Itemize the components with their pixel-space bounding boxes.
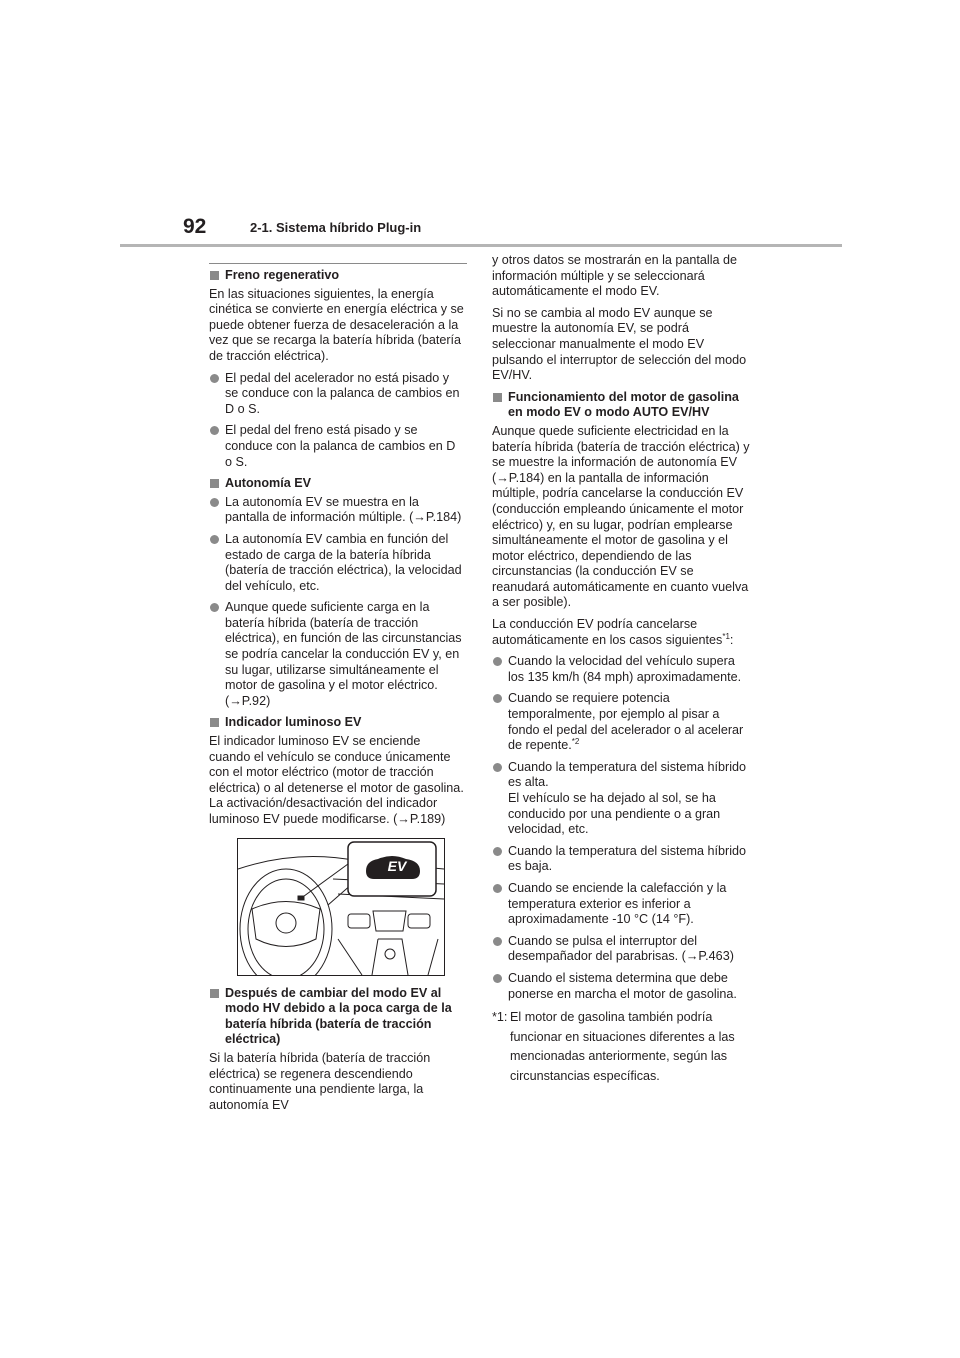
left-column: [209, 263, 465, 1119]
heading-indicador-ev: Indicador luminoso EV: [209, 715, 465, 731]
heading-despues-cambiar: Después de cambiar del modo EV al modo HV debido a la poca carga de la batería híbrida (batería de tracción eléctrica): [209, 986, 465, 1048]
header-rule: [120, 244, 842, 247]
bullet-freno-2: El pedal del freno está pisado y se conduce con la palanca de cambios en D o S.: [209, 423, 465, 470]
section-divider: [209, 263, 467, 264]
bullet-autonomia-1: La autonomía EV se muestra en la pantalla de información múltiple. (→P.184): [209, 495, 465, 526]
bullet-case-7: Cuando el sistema determina que debe ponerse en marcha el motor de gasolina.: [492, 971, 754, 1002]
heading-autonomia-ev: Autonomía EV: [209, 476, 465, 492]
heading-freno-regenerativo: Freno regenerativo: [209, 268, 465, 284]
bullet-freno-1: El pedal del acelerador no está pisado y se conduce con la palanca de cambios en D o S.: [209, 371, 465, 418]
paragraph-manual-ev: Si no se cambia al modo EV aunque se muestre la autonomía EV, se podrá seleccionar manualmente el modo EV pulsando el interruptor de selección del modo EV/HV.: [492, 305, 747, 383]
paragraph-continuation: y otros datos se mostrarán en la pantalla de información múltiple y se seleccionará automáticamente el modo EV.: [492, 253, 738, 299]
bullet-autonomia-3: Aunque quede suficiente carga en la batería híbrida (batería de tracción eléctrica), en función de las circunstancias se podría cancelar la conducción EV y, en su lugar, utilizarse simultáneamente el motor de gasolina y el motor eléctrico. (→P.92): [209, 600, 465, 709]
dashboard-illustration: [237, 838, 445, 976]
footnote-mark: *1:: [492, 1010, 508, 1025]
heading-funcionamiento: Funcionamiento del motor de gasolina en modo EV o modo AUTO EV/HV: [492, 390, 754, 421]
bullet-case-1: Cuando la velocidad del vehículo supera los 135 km/h (84 mph) aproximadamente.: [492, 654, 754, 685]
paragraph-freno: En las situaciones siguientes, la energía cinética se convierte en energía eléctrica y se puede obtener fuerza de desaceleración a la vez que se recarga la batería híbrida (batería de tracción eléctrica).: [209, 286, 464, 363]
bullet-case-3: [492, 760, 754, 838]
bullet-case-2-text: Cuando se requiere potencia temporalmente, por ejemplo al pisar a fondo el pedal del acelerador o al acelerar de repente.: [508, 691, 744, 753]
paragraph-funcionamiento: Aunque quede suficiente electricidad en la batería híbrida (batería de tracción eléctrica) y se muestre la información de autonomía EV (→P.184) en la pantalla de información múltiple, podría cancelarse la conducción EV (conducción empleando únicamente el motor eléctrico) y, en su lugar, podrían emplearse simultáneamente el motor de gasolina y el motor eléctrico, dependiendo de las circunstancias (la conducción EV se reanudará automáticamente en cuanto vuelva a ser posible).: [492, 423, 750, 610]
bullet-case-6: Cuando se pulsa el interruptor del desempañador del parabrisas. (→P.463): [492, 934, 754, 965]
footnote-text: El motor de gasolina también podría funcionar en situaciones diferentes a las mencionadas anteriormente, según las circunstancias específicas.: [510, 1010, 735, 1083]
bullet-case-3-detail: El vehículo se ha dejado al sol, se ha conducido por una pendiente o a gran velocidad, etc.: [508, 791, 721, 837]
ev-indicator-label: EV: [387, 857, 407, 874]
bullet-case-3-text: Cuando la temperatura del sistema híbrido es alta.: [508, 759, 747, 790]
right-column: [492, 253, 754, 1086]
paragraph-cancelacion: [492, 617, 754, 648]
page-number: 92: [183, 215, 207, 238]
footnote-1: [492, 1008, 754, 1086]
section-title: 2-1. Sistema híbrido Plug-in: [250, 220, 422, 235]
paragraph-indicador: El indicador luminoso EV se enciende cuando el vehículo se conduce únicamente con el motor eléctrico (motor de tracción eléctrica) o al detenerse el motor de gasolina. La activación/desactivación del indicador luminoso EV puede modificarse. (→P.189): [209, 734, 464, 826]
bullet-autonomia-2: La autonomía EV cambia en función del estado de carga de la batería híbrida (batería de tracción eléctrica), la velocidad del vehículo, etc.: [209, 532, 465, 594]
bullet-case-5: Cuando se enciende la calefacción y la temperatura exterior es inferior a aproximadamente -10 °C (14 °F).: [492, 881, 754, 928]
cancelacion-text: La conducción EV podría cancelarse automáticamente en los casos siguientes: [492, 617, 723, 647]
footnote-ref-2: *2: [571, 737, 580, 747]
bullet-case-2: [492, 691, 754, 753]
footnote-ref-1: *1: [722, 631, 730, 641]
paragraph-despues: Si la batería híbrida (batería de tracción eléctrica) se regenera descendiendo continuamente una pendiente larga, la autonomía EV: [209, 1050, 431, 1112]
colon: :: [729, 632, 734, 647]
bullet-case-4: Cuando la temperatura del sistema híbrido es baja.: [492, 844, 754, 875]
